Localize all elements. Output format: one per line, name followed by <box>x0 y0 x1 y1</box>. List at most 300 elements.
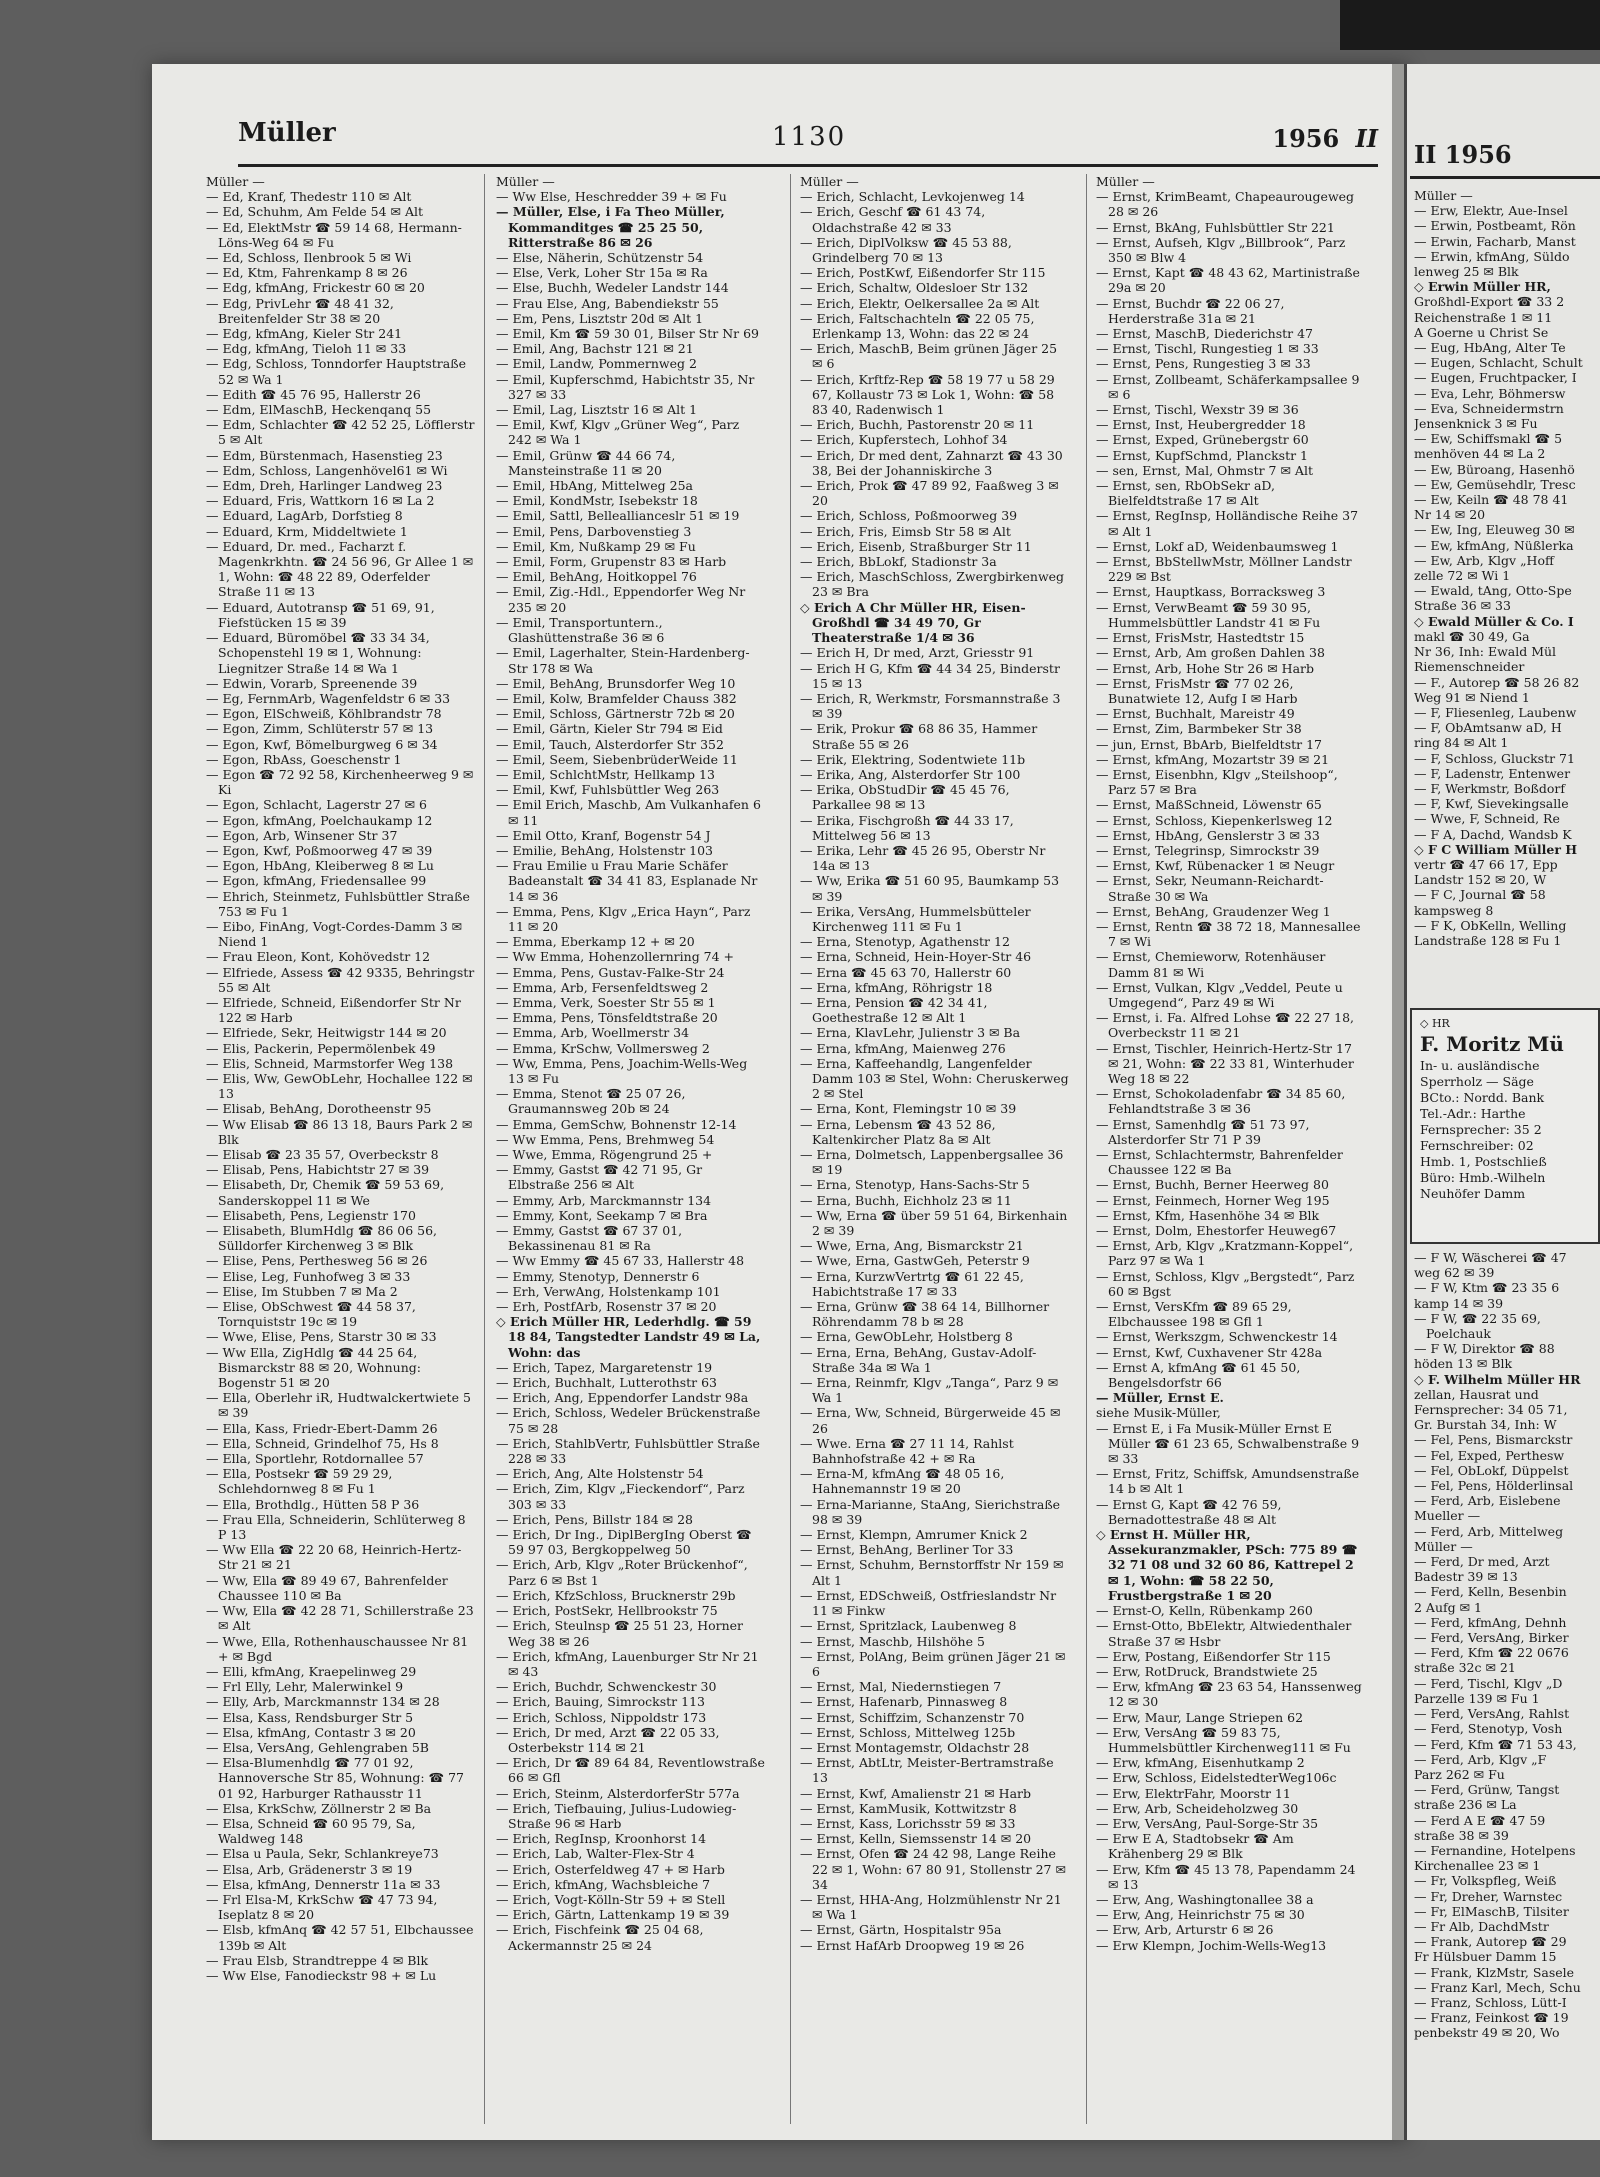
directory-entry: — Erich, Arb, Klgv „Roter Brückenhof“, Parz 6 ✉ Bst 1 <box>496 1557 748 1588</box>
directory-entry: — Erich, Steinm, AlsterdorferStr 577a <box>496 1785 740 1801</box>
directory-entry: — Ernst, KupfSchmd, Planckstr 1 <box>1096 447 1308 463</box>
directory-entry: — Else, Buchh, Wedeler Landstr 144 <box>496 280 729 296</box>
directory-entry: — Emil, HbAng, Mittelweg 25a <box>496 478 693 494</box>
directory-entry: — Emil, Tauch, Alsterdorfer Str 352 <box>496 736 724 752</box>
directory-entry: — Emil, Zig.-Hdl., Eppendorfer Weg Nr 235 ✉ 20 <box>496 584 746 615</box>
directory-entry: — Emma, KrSchw, Vollmersweg 2 <box>496 1040 710 1056</box>
directory-entry: — Emma, Verk, Soester Str 55 ✉ 1 <box>496 994 716 1010</box>
directory-column-3 <box>800 174 1070 2124</box>
directory-entry: — Erich, Tiefbauing, Julius-Ludowieg-Straße 96 ✉ Harb <box>496 1800 737 1831</box>
directory-entry: — Egon, Arb, Winsener Str 37 <box>206 827 398 843</box>
directory-entry: — Ernst HafArb Droopweg 19 ✉ 26 <box>800 1937 1025 1953</box>
directory-column-1 <box>206 174 476 2124</box>
directory-entry: — Emil, Lag, Lisztstr 16 ✉ Alt 1 <box>496 402 698 418</box>
directory-entry: — Müller, Ernst E. <box>1096 1390 1224 1406</box>
directory-entry: — Ww, Erika ☎ 51 60 95, Baumkamp 53 ✉ 39 <box>800 873 1060 904</box>
directory-entry: — Erw, Elektr, Aue-Insel <box>1414 203 1568 219</box>
directory-entry: Fernsprecher: 34 05 71, <box>1414 1402 1568 1418</box>
directory-entry: — Wwe, Elise, Pens, Starstr 30 ✉ 33 <box>206 1329 437 1345</box>
directory-entry: Müller — <box>1414 188 1473 203</box>
directory-entry: — Ernst, Buchh, Berner Heerweg 80 <box>1096 1177 1329 1193</box>
directory-entry: — Emil Otto, Kranf, Bogenstr 54 J <box>496 827 711 843</box>
directory-entry: 2 Aufg ✉ 1 <box>1414 1599 1483 1615</box>
directory-entry: — Emma, GemSchw, Bohnenstr 12-14 <box>496 1116 737 1132</box>
directory-entry: — F, ObAmtsanw aD, H <box>1414 720 1562 736</box>
directory-entry: — F A, Dachd, Wandsb K <box>1414 826 1572 842</box>
directory-entry: — Elsa-Blumenhdlg ☎ 77 01 92, Hannoversche Str 85, Wohnung: ☎ 77 01 92, Harburger Rathausstr 11 <box>206 1755 465 1801</box>
directory-entry: — Erna, Dolmetsch, Lappenbergsallee 36 ✉ 19 <box>800 1147 1064 1178</box>
directory-entry: — Ernst, AbtLtr, Meister-Bertramstraße 13 <box>800 1755 1054 1786</box>
directory-entry: — Ernst-O, Kelln, Rübenkamp 260 <box>1096 1603 1313 1619</box>
directory-entry: ◇ F C William Müller H <box>1414 841 1578 857</box>
directory-entry: — Eduard, Fris, Wattkorn 16 ✉ La 2 <box>206 493 435 509</box>
directory-entry: — Frau Emilie u Frau Marie Schäfer Badeanstalt ☎ 34 41 83, Esplanade Nr 14 ✉ 36 <box>496 858 758 904</box>
directory-entry: Mueller — <box>1414 1508 1481 1524</box>
directory-entry: — Elsa, VersAng, Gehlengraben 5B <box>206 1739 429 1755</box>
directory-entry: — Ernst, Mal, Niedernstiegen 7 <box>800 1679 1002 1695</box>
directory-entry: — Erich, KfzSchloss, Brucknerstr 29b <box>496 1587 736 1603</box>
directory-entry: — Erich, Zim, Klgv „Fieckendorf“, Parz 303 ✉ 33 <box>496 1481 745 1512</box>
directory-entry: ◇ Erwin Müller HR, <box>1414 279 1551 295</box>
directory-entry: Badestr 39 ✉ 13 <box>1414 1569 1518 1585</box>
directory-entry: — Erna, KlavLehr, Julienstr 3 ✉ Ba <box>800 1025 1021 1041</box>
directory-entry: — Egon, RbAss, Goeschenstr 1 <box>206 751 402 767</box>
directory-entry: — Erich, MaschSchloss, Zwergbirkenweg 23 ✉ Bra <box>800 569 1065 600</box>
directory-entry: — Erich, Krftfz-Rep ☎ 58 19 77 u 58 29 67, Kollaustr 73 ✉ Lok 1, Wohn: ☎ 58 83 40, Radenwisch 1 <box>800 371 1055 418</box>
directory-entry: — Erich, Faltschachteln ☎ 22 05 75, Erlenkamp 13, Wohn: das 22 ✉ 24 <box>800 310 1035 342</box>
directory-entry: lenweg 25 ✉ Blk <box>1414 264 1519 280</box>
directory-entry: — Ernst, Schloss, Kiepenkerlsweg 12 <box>1096 812 1333 828</box>
directory-entry: — Erich, Schloss, Poßmoorweg 39 <box>800 508 1018 524</box>
directory-entry: menhöven 44 ✉ La 2 <box>1414 446 1546 462</box>
directory-entry: — Ernst, Pens, Rungestieg 3 ✉ 33 <box>1096 356 1311 372</box>
directory-entry: — Erwin, Facharb, Manst <box>1414 233 1576 249</box>
directory-entry: — F K, ObKelln, Welling <box>1414 917 1567 933</box>
directory-entry: — Ernst, EDSchweiß, Ostfrieslandstr Nr 11 ✉ Finkw <box>800 1587 1057 1619</box>
directory-entry: makl ☎ 30 49, Ga <box>1414 628 1530 644</box>
directory-entry: Reichenstraße 1 ✉ 11 <box>1414 309 1553 325</box>
directory-entry: — Elfriede, Sekr, Heitwigstr 144 ✉ 20 <box>206 1025 447 1041</box>
directory-entry: — Erich, Eisenb, Straßburger Str 11 <box>800 538 1032 554</box>
directory-entry: — Ew, Gemüsehdlr, Tresc <box>1414 476 1576 492</box>
directory-entry: straße 38 ✉ 39 <box>1414 1827 1509 1843</box>
advertisement-box <box>1410 1008 1600 1244</box>
directory-entry: — Ernst, Schiffzim, Schanzenstr 70 <box>800 1709 1025 1725</box>
directory-entry: — Ernst, KamMusik, Kottwitzstr 8 <box>800 1800 1017 1816</box>
directory-entry: — Erika, Lehr ☎ 45 26 95, Oberstr Nr 14a ✉ 13 <box>800 842 1046 874</box>
directory-entry: — Ernst, Inst, Heubergredder 18 <box>1096 417 1306 433</box>
directory-entry: — Erich, MaschB, Beim grünen Jäger 25 ✉ 6 <box>800 341 1058 372</box>
directory-entry: — Ernst, Samenhdlg ☎ 51 73 97, Alsterdorfer Str 71 P 39 <box>1096 1116 1310 1147</box>
running-head-name: Müller <box>238 118 336 148</box>
directory-entry: — Ella, Schneid, Grindelhof 75, Hs 8 <box>206 1435 439 1451</box>
directory-entry: — Emil, Gärtn, Kieler Str 794 ✉ Eid <box>496 721 723 737</box>
directory-entry: siehe Musik-Müller, <box>1096 1405 1221 1421</box>
directory-entry: — Eva, Schneidermstrn <box>1414 400 1564 416</box>
directory-entry: — Erika, Ang, Alsterdorfer Str 100 <box>800 766 1021 782</box>
directory-entry: — Emil, Kwf, Fuhlsbüttler Weg 263 <box>496 782 720 798</box>
directory-entry: — Eva, Lehr, Böhmersw <box>1414 385 1566 401</box>
directory-entry: — Erna, Buchh, Eichholz 23 ✉ 11 <box>800 1192 1012 1208</box>
directory-entry: — Eugen, Fruchtpacker, I <box>1414 370 1577 386</box>
directory-entry: — Ella, Oberlehr iR, Hudtwalckertwiete 5 ✉ 39 <box>206 1390 471 1421</box>
directory-entry: — Frau Else, Ang, Babendiekstr 55 <box>496 295 719 311</box>
directory-entry: — Frank, KlzMstr, Sasele <box>1414 1964 1575 1980</box>
directory-entry: — Ferd, Dr med, Arzt <box>1414 1554 1550 1570</box>
directory-entry: — Elli, kfmAng, Kraepelinweg 29 <box>206 1663 417 1679</box>
directory-column-2 <box>496 174 766 2124</box>
directory-entry: — Erna-Marianne, StaAng, Sierichstraße 98 ✉ 39 <box>800 1496 1061 1527</box>
directory-entry: — Ferd, Tischl, Klgv „D <box>1414 1675 1563 1691</box>
directory-entry: — Erich, R, Werkmstr, Forsmannstraße 3 ✉ 39 <box>800 690 1061 722</box>
directory-entry: — Elsa, Kass, Rendsburger Str 5 <box>206 1709 414 1725</box>
directory-entry: — Ernst, Tischl, Wexstr 39 ✉ 36 <box>1096 402 1299 418</box>
directory-entry: — Ed, Ktm, Fahrenkamp 8 ✉ 26 <box>206 265 408 281</box>
directory-entry: — Erich, Schloss, Nippoldstr 173 <box>496 1709 707 1725</box>
directory-entry: Riemenschneider <box>1414 659 1525 675</box>
directory-entry: — Ferd, kfmAng, Dehnh <box>1414 1614 1567 1630</box>
directory-entry: ring 84 ✉ Alt 1 <box>1414 735 1509 751</box>
directory-entry: straße 236 ✉ La <box>1414 1797 1517 1813</box>
directory-entry: — Ernst, Kelln, Siemssenstr 14 ✉ 20 <box>800 1831 1032 1847</box>
directory-entry: — Fernandine, Hotelpens <box>1414 1842 1576 1858</box>
directory-entry: — Ernst, Vulkan, Klgv „Veddel, Peute u Umgegend“, Parz 49 ✉ Wi <box>1096 979 1343 1010</box>
directory-entry: — Emmy, Gastst ☎ 42 71 95, Gr Elbstraße 256 ✉ Alt <box>496 1162 703 1193</box>
directory-entry: — Ernst, MaßSchneid, Löwenstr 65 <box>1096 797 1322 813</box>
directory-entry: — sen, Ernst, Mal, Ohmstr 7 ✉ Alt <box>1096 462 1313 478</box>
running-head <box>238 118 1378 166</box>
directory-column-4 <box>1096 174 1366 2124</box>
scan-edge-shadow <box>1340 0 1600 50</box>
directory-entry: — Edg, kfmAng, Tieloh 11 ✉ 33 <box>206 341 407 357</box>
directory-entry: — Ew, Büroang, Hasenhö <box>1414 461 1575 477</box>
directory-entry: — Erich, Ang, Eppendorfer Landstr 98a <box>496 1390 749 1406</box>
directory-entry: — Ernst, Schuhm, Bernstorffstr Nr 159 ✉ Alt 1 <box>800 1557 1064 1588</box>
directory-entry: — Erna, KurzwVertrtg ☎ 61 22 45, Habichtstraße 17 ✉ 33 <box>800 1268 1024 1299</box>
directory-entry: — Erich, RegInsp, Kroonhorst 14 <box>496 1831 707 1847</box>
directory-entry: — Egon ☎ 72 92 58, Kirchenheerweg 9 ✉ Ki <box>206 766 474 798</box>
directory-entry: — Ernst, BkAng, Fuhlsbüttler Str 221 <box>1096 219 1335 235</box>
directory-entry: Müller — <box>1414 1538 1473 1554</box>
directory-entry: — Emmy, Arb, Marckmannstr 134 <box>496 1192 712 1208</box>
directory-entry: — Ernst, BehAng, Graudenzer Weg 1 <box>1096 903 1331 919</box>
directory-entry: — Edg, kfmAng, Frickestr 60 ✉ 20 <box>206 280 425 296</box>
directory-entry: — Erich, Dr Ing., DiplBergIng Oberst ☎ 59 97 03, Bergkoppelweg 50 <box>496 1527 752 1558</box>
directory-entry: — Fel, Exped, Perthesw <box>1414 1447 1565 1463</box>
directory-entry: — Ernst, Zollbeamt, Schäferkampsallee 9 ✉ 6 <box>1096 371 1360 402</box>
directory-entry: — Erich, Bauing, Simrockstr 113 <box>496 1694 705 1710</box>
directory-entry: ◇ Erich Müller HR, Lederhdlg. ☎ 59 18 84, Tangstedter Landstr 49 ✉ La, Wohn: das <box>496 1314 761 1360</box>
directory-entry: vertr ☎ 47 66 17, Epp <box>1414 856 1558 872</box>
directory-entry: — Erich, Kupferstech, Lohhof 34 <box>800 432 1008 448</box>
directory-entry: — Emil, Kolw, Bramfelder Chauss 382 <box>496 690 737 706</box>
directory-entry: — Elise, ObSchwest ☎ 44 58 37, Tornquiststr 19c ✉ 19 <box>206 1299 416 1330</box>
directory-entry: — Ernst, PolAng, Beim grünen Jäger 21 ✉ 6 <box>800 1648 1066 1679</box>
directory-entry: — Wwe, Ella, Rothenhauschaussee Nr 81 + ✉ Bgd <box>206 1633 469 1664</box>
directory-entry: — Erna, Erna, BehAng, Gustav-Adolf-Straße 34a ✉ Wa 1 <box>800 1344 1037 1375</box>
directory-entry: — Ww, Erna ☎ über 59 51 64, Birkenhain 2 ✉ 39 <box>800 1207 1068 1239</box>
directory-entry: — Erich, Buchh, Pastorenstr 20 ✉ 11 <box>800 417 1035 433</box>
directory-entry: — Franz Karl, Mech, Schu <box>1414 1979 1581 1995</box>
ad-line: Neuhöfer Damm <box>1420 1186 1526 1201</box>
directory-entry: — Wwe, Emma, Rögengrund 25 + <box>496 1147 713 1162</box>
directory-entry: — Ernst, Schloss, Mittelweg 125b <box>800 1724 1016 1740</box>
ad-line: BCto.: Nordd. Bank <box>1420 1090 1545 1105</box>
directory-entry: — Erwin, Postbeamt, Rön <box>1414 218 1576 234</box>
directory-entry: — Edg, PrivLehr ☎ 48 41 32, Breitenfelder Str 38 ✉ 20 <box>206 295 394 326</box>
directory-entry: — Ernst, Zim, Barmbeker Str 38 <box>1096 721 1302 737</box>
directory-entry: — Ed, ElektMstr ☎ 59 14 68, Hermann-Löns-Weg 64 ✉ Fu <box>206 219 462 250</box>
directory-entry: — Ernst, RegInsp, Holländische Reihe 37 ✉ Alt 1 <box>1096 508 1359 539</box>
directory-entry: — Erich H G, Kfm ☎ 44 34 25, Binderstr 15 ✉ 13 <box>800 660 1060 691</box>
directory-entry: — Ferd, VersAng, Birker <box>1414 1630 1569 1646</box>
directory-entry: — Erich, Tapez, Margaretenstr 19 <box>496 1359 713 1375</box>
directory-entry: — F, Werkmstr, Boßdorf <box>1414 780 1565 796</box>
directory-entry: — Elise, Im Stubben 7 ✉ Ma 2 <box>206 1283 398 1299</box>
directory-entry: — Ernst, FrisMstr, Hastedtstr 15 <box>1096 630 1305 646</box>
directory-entry: — Erna, Stenotyp, Agathenstr 12 <box>800 934 1010 950</box>
ad-line: Tel.-Adr.: Harthe <box>1420 1106 1526 1121</box>
directory-entry: — Edg, kfmAng, Kieler Str 241 <box>206 326 403 342</box>
directory-entry: — Erich, kfmAng, Wachsbleiche 7 <box>496 1876 711 1892</box>
directory-entry: — Eug, HbAng, Alter Te <box>1414 340 1566 356</box>
directory-entry: — Erich H, Dr med, Arzt, Griesstr 91 <box>800 645 1035 661</box>
directory-entry: — Ew, Schiffsmakl ☎ 5 <box>1414 431 1563 447</box>
directory-entry: — Ernst, HHA-Ang, Holzmühlenstr Nr 21 ✉ Wa 1 <box>800 1891 1062 1923</box>
directory-entry: — Frau Elsb, Strandtreppe 4 ✉ Blk <box>206 1952 429 1968</box>
directory-entry: — Fel, Pens, Hölderlinsal <box>1414 1478 1574 1494</box>
directory-entry: — Ernst E, i Fa Musik-Müller Ernst E Müller ☎ 61 23 65, Schwalbenstraße 9 ✉ 33 <box>1096 1420 1360 1467</box>
directory-entry: — Elsa, Arb, Grädenerstr 3 ✉ 19 <box>206 1861 413 1877</box>
directory-entry: — Elis, Schneid, Marmstorfer Weg 138 <box>206 1055 454 1071</box>
directory-entry: — Frl Elsa-M, KrkSchw ☎ 47 73 94, Iseplatz 8 ✉ 20 <box>206 1891 438 1923</box>
directory-entry: — Eduard, Autotransp ☎ 51 69, 91, Fiefstücken 15 ✉ 39 <box>206 599 435 630</box>
directory-entry: — Egon, Kwf, Poßmoorweg 47 ✉ 39 <box>206 842 433 858</box>
directory-entry: — Ew, Arb, Klgv „Hoff <box>1414 552 1554 568</box>
directory-entry: — Elsa, kfmAng, Dennerstr 11a ✉ 33 <box>206 1876 441 1892</box>
directory-entry: — Ernst, Spritzlack, Laubenweg 8 <box>800 1618 1017 1634</box>
directory-entry: — Ernst, Lokf aD, Weidenbaumsweg 1 <box>1096 538 1339 554</box>
directory-entry: — Ernst, Chemieworw, Rotenhäuser Damm 81 ✉ Wi <box>1096 949 1326 980</box>
directory-entry: — Emma, Pens, Klgv „Erica Hayn“, Parz 11 ✉ 20 <box>496 903 751 934</box>
directory-entry: — Fr, Volkspfleg, Weiß <box>1414 1873 1557 1889</box>
directory-entry: — Ed, Schloss, Ilenbrook 5 ✉ Wi <box>206 250 412 266</box>
directory-entry: — Ernst, Werkszgm, Schwenckestr 14 <box>1096 1329 1338 1345</box>
directory-entry: — Ernst, Sekr, Neumann-Reichardt-Straße 30 ✉ Wa <box>1096 873 1324 904</box>
directory-entry: — Erw, kfmAng ☎ 23 63 54, Hanssenweg 12 ✉ 30 <box>1096 1679 1362 1710</box>
directory-entry: weg 62 ✉ 39 <box>1414 1265 1495 1281</box>
directory-entry: — Ferd, Grünw, Tangst <box>1414 1782 1560 1798</box>
directory-entry: — Ernst, Kwf, Cuxhavener Str 428a <box>1096 1344 1323 1360</box>
directory-entry: ◇ Erich A Chr Müller HR, Eisen-Großhdl ☎ 34 49 70, Gr Theaterstraße 1/4 ✉ 36 <box>800 599 1026 646</box>
directory-entry: — Erw, kfmAng, Eisenhutkamp 2 <box>1096 1755 1305 1771</box>
directory-entry: — F, Kwf, Sievekingsalle <box>1414 796 1569 812</box>
directory-entry: — Ed, Kranf, Thedestr 110 ✉ Alt <box>206 189 412 205</box>
directory-entry: — Erich, Ang, Alte Holstenstr 54 <box>496 1466 704 1482</box>
directory-entry: — Ernst, Telegrinsp, Simrockstr 39 <box>1096 842 1320 858</box>
directory-entry: — Edwin, Vorarb, Spreenende 39 <box>206 675 418 691</box>
directory-entry: — Ernst, Hauptkass, Borracksweg 3 <box>1096 584 1326 600</box>
directory-entry: — Erh, VerwAng, Holstenkamp 101 <box>496 1283 721 1299</box>
directory-entry: — Erna, Schneid, Hein-Hoyer-Str 46 <box>800 949 1032 965</box>
directory-entry: — Emmy, Stenotyp, Dennerstr 6 <box>496 1268 700 1284</box>
directory-entry: — Ernst, Fritz, Schiffsk, Amundsenstraße 14 b ✉ Alt 1 <box>1096 1466 1360 1497</box>
directory-entry: — Erich, Prok ☎ 47 89 92, Faaßweg 3 ✉ 20 <box>800 478 1059 509</box>
directory-entry: — Erich, Dr med, Arzt ☎ 22 05 33, Osterbekstr 114 ✉ 21 <box>496 1724 720 1755</box>
directory-entry: — Elise, Leg, Funhofweg 3 ✉ 33 <box>206 1268 411 1284</box>
directory-entry: — Ernst, Arb, Am großen Dahlen 38 <box>1096 645 1325 661</box>
directory-entry: — Ww Ella ☎ 22 20 68, Heinrich-Hertz-Str 21 ✉ 21 <box>206 1542 462 1573</box>
directory-entry: — Elise, Pens, Perthesweg 56 ✉ 26 <box>206 1253 428 1269</box>
ad-line: Fernsprecher: 35 2 <box>1420 1122 1542 1137</box>
directory-entry: — Ella, Brothdlg., Hütten 58 P 36 <box>206 1496 420 1512</box>
directory-entry: — Erich, Osterfeldweg 47 + ✉ Harb <box>496 1861 725 1877</box>
directory-entry: — Ernst, Tischl, Rungestieg 1 ✉ 33 <box>1096 341 1319 357</box>
directory-entry: — Erika, VersAng, Hummelsbütteler Kirchenweg 111 ✉ Fu 1 <box>800 903 1031 934</box>
directory-entry: — Eibo, FinAng, Vogt-Cordes-Damm 3 ✉ Niend 1 <box>206 918 463 950</box>
directory-entry: — Edm, Schloss, Langenhövel61 ✉ Wi <box>206 462 448 478</box>
directory-entry: — Ernst, BbStellwMstr, Möllner Landstr 229 ✉ Bst <box>1096 554 1352 585</box>
directory-entry: — Erw, Arb, Arturstr 6 ✉ 26 <box>1096 1922 1274 1938</box>
directory-entry: — Erich, Steulnsp ☎ 25 51 23, Horner Weg 38 ✉ 26 <box>496 1618 744 1649</box>
directory-entry: — Ernst, Ofen ☎ 24 42 98, Lange Reihe 22 ✉ 1, Wohn: 67 80 91, Stollenstr 27 ✉ 34 <box>800 1846 1066 1892</box>
directory-entry: — Edm, ElMaschB, Heckenqanq 55 <box>206 402 432 418</box>
directory-entry: — Ernst, Rentn ☎ 38 72 18, Mannesallee 7 ✉ Wi <box>1096 918 1361 950</box>
directory-entry: — Emil Erich, Maschb, Am Vulkanhafen 6 ✉ 11 <box>496 797 761 828</box>
directory-entry: — Müller, Else, i Fa Theo Müller, Kommanditges ☎ 25 25 50, Ritterstraße 86 ✉ 26 <box>496 204 725 250</box>
directory-entry: — Edith ☎ 45 76 95, Hallerstr 26 <box>206 386 421 402</box>
directory-entry: Müller — <box>496 174 555 189</box>
directory-entry: — Erich, Dr med dent, Zahnarzt ☎ 43 30 38, Bei der Johanniskirche 3 <box>800 447 1063 478</box>
directory-entry: — F W, Direktor ☎ 88 <box>1414 1341 1555 1357</box>
directory-entry: — Wwe, Erna, Ang, Bismarckstr 21 <box>800 1238 1024 1254</box>
directory-entry: — Ernst, Schlachtermstr, Bahrenfelder Chaussee 122 ✉ Ba <box>1096 1147 1343 1178</box>
directory-entry: — Ernst, Hafenarb, Pinnasweg 8 <box>800 1694 1008 1710</box>
directory-entry: — Ww Ella, ZigHdlg ☎ 44 25 64, Bismarckstr 88 ✉ 20, Wohnung: Bogenstr 51 ✉ 20 <box>206 1344 421 1391</box>
directory-entry: — Erw, Arb, Scheideholzweg 30 <box>1096 1800 1299 1816</box>
directory-entry: — F W, Wäscherei ☎ 47 <box>1414 1250 1567 1265</box>
directory-entry: — Erw E A, Stadtobsekr ☎ Am Krähenberg 29 ✉ Blk <box>1096 1831 1294 1862</box>
directory-entry: — Ww Else, Heschredder 39 + ✉ Fu <box>496 189 727 205</box>
directory-entry: — Ernst A, kfmAng ☎ 61 45 50, Bengelsdorfstr 66 <box>1096 1359 1301 1391</box>
directory-entry: — Egon, kfmAng, Friedensallee 99 <box>206 873 427 889</box>
directory-entry: — Erw, Ang, Washingtonallee 38 a <box>1096 1891 1314 1907</box>
directory-entry: — Elisab, Pens, Habichtstr 27 ✉ 39 <box>206 1162 430 1178</box>
directory-entry: — Emil, Km ☎ 59 30 01, Bilser Str Nr 69 <box>496 326 759 342</box>
directory-entry: — Ww, Ella ☎ 89 49 67, Bahrenfelder Chaussee 110 ✉ Ba <box>206 1572 448 1603</box>
directory-entry: — Eduard, Krm, Middeltwiete 1 <box>206 523 408 539</box>
directory-entry: — Fel, Pens, Bismarckstr <box>1414 1432 1573 1448</box>
directory-entry: — Edm, Schlachter ☎ 42 52 25, Löfflerstr 5 ✉ Alt <box>206 417 475 448</box>
directory-entry: — Ernst, Klempn, Amrumer Knick 2 <box>800 1527 1028 1543</box>
directory-entry: — Eugen, Schlacht, Schult <box>1414 355 1583 371</box>
directory-entry: — Ernst, Buchhalt, Mareistr 49 <box>1096 706 1295 722</box>
directory-entry: — Ernst, Maschb, Hilshöhe 5 <box>800 1633 985 1649</box>
directory-entry: ◇ Ewald Müller & Co. I <box>1414 613 1574 629</box>
directory-entry: — F, Fliesenleg, Laubenw <box>1414 704 1577 720</box>
directory-entry: — jun, Ernst, BbArb, Bielfeldtstr 17 <box>1096 736 1322 752</box>
directory-entry: — Emil, SchlchtMstr, Hellkamp 13 <box>496 766 715 782</box>
directory-entry: — Ww Emma, Pens, Brehmweg 54 <box>496 1131 715 1147</box>
directory-entry: — Frl Elly, Lehr, Malerwinkel 9 <box>206 1679 404 1695</box>
directory-entry: Weg 91 ✉ Niend 1 <box>1414 689 1530 705</box>
directory-entry: — Ernst, FrisMstr ☎ 77 02 26, Bunatwiete 12, Aufg I ✉ Harb <box>1096 675 1298 706</box>
directory-entry: — Ella, Sportlehr, Rotdornallee 57 <box>206 1451 424 1467</box>
directory-entry: — Erwin, kfmAng, Süldo <box>1414 248 1570 264</box>
directory-entry: — Ernst, Exped, Grünebergstr 60 <box>1096 432 1309 448</box>
directory-entry: Jensenknick 3 ✉ Fu <box>1414 416 1538 432</box>
directory-entry: — Elsa u Paula, Sekr, Schlankreye73 <box>206 1846 439 1862</box>
directory-entry: — F C, Journal ☎ 58 <box>1414 887 1546 903</box>
directory-entry: — Erich, Fischfeink ☎ 25 04 68, Ackermannstr 25 ✉ 24 <box>496 1922 704 1953</box>
directory-entry: — Erich, Schaltw, Oldesloer Str 132 <box>800 280 1029 296</box>
directory-entry: — Wwe, Erna, GastwGeh, Peterstr 9 <box>800 1253 1030 1269</box>
directory-entry: — Emil, Lagerhalter, Stein-Hardenberg-Str 178 ✉ Wa <box>496 645 750 676</box>
directory-entry: — Erna, Kont, Flemingstr 10 ✉ 39 <box>800 1101 1017 1117</box>
directory-entry: — Wwe. Erna ☎ 27 11 14, Rahlst Bahnhofstraße 42 + ✉ Ra <box>800 1435 1014 1467</box>
directory-entry: — Else, Näherin, Schützenstr 54 <box>496 250 704 266</box>
directory-entry: kampsweg 8 <box>1414 902 1494 918</box>
directory-entry: — Elfriede, Schneid, Eißendorfer Str Nr 122 ✉ Harb <box>206 994 461 1026</box>
directory-entry: — Emma, Arb, Woellmerstr 34 <box>496 1025 690 1041</box>
directory-entry: Nr 14 ✉ 20 <box>1414 507 1486 523</box>
directory-entry: — Erna, Lebensm ☎ 43 52 86, Kaltenkircher Platz 8a ✉ Alt <box>800 1116 996 1147</box>
directory-entry: — Elly, Arb, Marckmannstr 134 ✉ 28 <box>206 1694 440 1710</box>
directory-entry: — Erich, DiplVolksw ☎ 45 53 88, Grindelberg 70 ✉ 13 <box>800 234 1012 266</box>
directory-entry: — Frau Eleon, Kont, Kohövedstr 12 <box>206 949 431 965</box>
directory-entry: — Egon, Zimm, Schlüterstr 57 ✉ 13 <box>206 721 434 737</box>
directory-entry: — Ferd, Stenotyp, Vosh <box>1414 1721 1563 1737</box>
directory-entry: — Fr Alb, DachdMstr <box>1414 1918 1549 1934</box>
directory-entry: — Edg, Schloss, Tonndorfer Hauptstraße 52 ✉ Wa 1 <box>206 356 466 387</box>
directory-entry: — Erw Klempn, Jochim-Wells-Weg13 <box>1096 1937 1327 1953</box>
directory-entry: — Emma, Stenot ☎ 25 07 26, Graumannsweg 20b ✉ 24 <box>496 1086 686 1117</box>
directory-entry: — Ehrich, Steinmetz, Fuhlsbüttler Straße 753 ✉ Fu 1 <box>206 888 470 919</box>
directory-entry: — Erw, VersAng, Paul-Sorge-Str 35 <box>1096 1815 1319 1831</box>
directory-entry: — Emil, Grünw ☎ 44 66 74, Mansteinstraße 11 ✉ 20 <box>496 447 676 478</box>
directory-entry: — Erw, VersAng ☎ 59 83 75, Hummelsbüttler Kirchenweg111 ✉ Fu <box>1096 1724 1351 1755</box>
volume: II <box>1355 124 1378 153</box>
directory-entry: — Ernst, kfmAng, Mozartstr 39 ✉ 21 <box>1096 751 1330 767</box>
directory-entry: — Ed, Schuhm, Am Felde 54 ✉ Alt <box>206 204 424 220</box>
directory-entry: — Egon, HbAng, Kleiberweg 8 ✉ Lu <box>206 858 434 874</box>
directory-entry: — Fr, ElMaschB, Tilsiter <box>1414 1903 1569 1919</box>
directory-entry: — Emil, Ang, Bachstr 121 ✉ 21 <box>496 341 694 357</box>
directory-entry: — Erw, Ang, Heinrichstr 75 ✉ 30 <box>1096 1907 1305 1923</box>
directory-entry: Großhdl-Export ☎ 33 2 <box>1414 294 1565 310</box>
directory-entry: — Emil, Kupferschmd, Habichtstr 35, Nr 327 ✉ 33 <box>496 371 755 402</box>
directory-entry: — Emil, Pens, Darbovenstieg 3 <box>496 523 692 539</box>
directory-entry: — Emma, Pens, Gustav-Falke-Str 24 <box>496 964 725 980</box>
directory-entry: — Ww, Emma, Pens, Joachim-Wells-Weg 13 ✉ Fu <box>496 1055 748 1086</box>
directory-entry: — Erich, Geschf ☎ 61 43 74, Oldachstraße 42 ✉ 33 <box>800 204 986 235</box>
directory-entry: — Emma, Arb, Fersenfeldtsweg 2 <box>496 979 709 995</box>
right-header-rule <box>1410 176 1600 179</box>
directory-entry: — Erich, Pens, Billstr 184 ✉ 28 <box>496 1511 693 1527</box>
directory-entry: straße 32c ✉ 21 <box>1414 1660 1516 1676</box>
directory-entry: — Fr, Dreher, Warnstec <box>1414 1888 1563 1904</box>
directory-entry: — F W, ☎ 22 35 69, Poelchauk <box>1414 1310 1541 1342</box>
directory-entry: — Franz, Feinkost ☎ 19 <box>1414 2010 1569 2026</box>
directory-entry: Müller — <box>206 174 265 189</box>
directory-entry: zellan, Hausrat und <box>1414 1386 1539 1402</box>
directory-entry: — Ernst, BehAng, Berliner Tor 33 <box>800 1542 1014 1558</box>
directory-entry: ◇ Ernst H. Müller HR, Assekuranzmakler, PSch: 775 89 ☎ 32 71 08 und 32 60 86, Kattrepel 2 ✉ 1, Wohn: ☎ 58 22 50, Frustbergstraße 1 ✉ 20 <box>1096 1527 1358 1603</box>
directory-entry: — Wwe, F, Schneid, Re <box>1414 811 1560 827</box>
directory-entry: — F., Autorep ☎ 58 26 82 <box>1414 674 1580 690</box>
directory-entry: — Ernst, Schokoladenfabr ☎ 34 85 60, Fehlandtstraße 3 ✉ 36 <box>1096 1086 1346 1117</box>
directory-entry: — Em, Pens, Lisztstr 20d ✉ Alt 1 <box>496 310 704 326</box>
